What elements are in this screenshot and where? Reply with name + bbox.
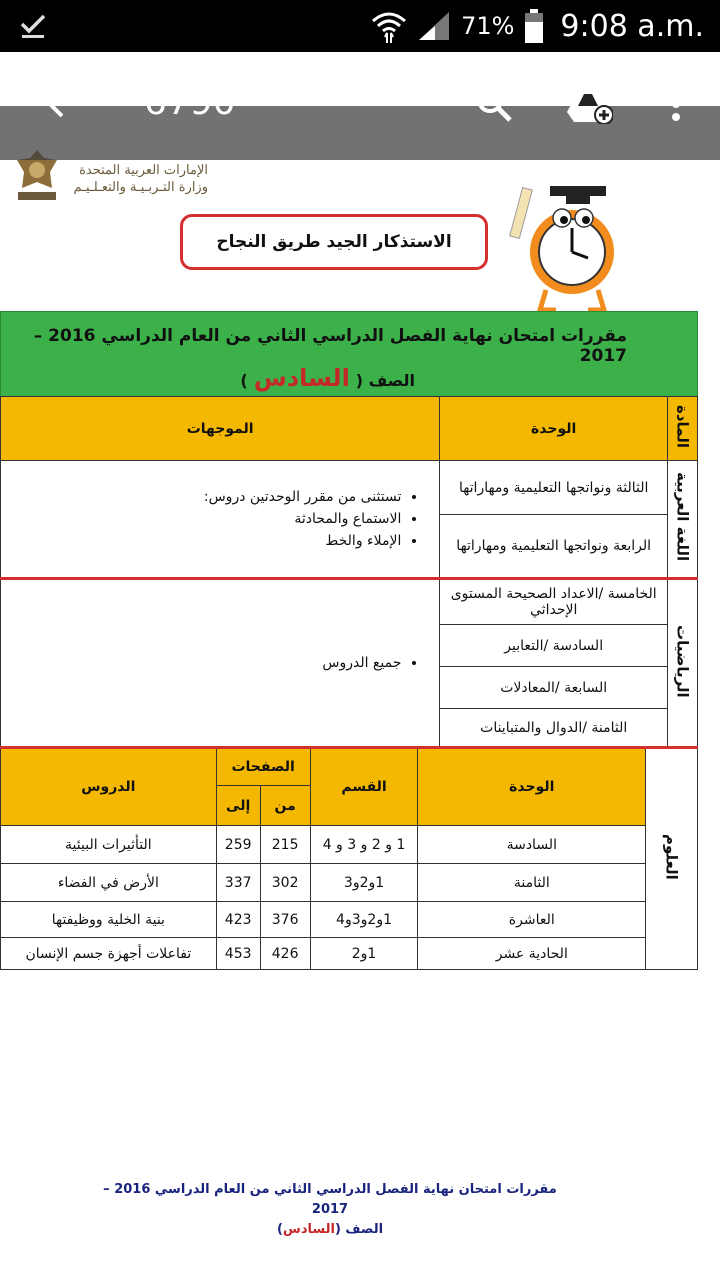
table-cell: 302 [260,864,310,902]
column-header-guides: الموجهات [1,397,440,461]
column-header-subject: المادة [668,397,698,461]
table-cell: 453 [216,938,260,970]
ministry-header [48,162,208,196]
table-cell: تفاعلات أجهزة جسم الإنسان [1,938,217,970]
table-cell: الرابعة ونواتجها التعليمية ومهاراتها [440,515,668,579]
page-footer [100,1180,560,1240]
table-row [1,826,698,864]
footer-grade-suffix: ) [276,1222,283,1237]
list-item: • الإملاء والخط [1,530,401,552]
list-item: • جميع الدروس [1,652,401,674]
more-vert-icon [670,86,682,122]
ministry-line-2: وزارة التـربـيـة والتعـلـيـم [73,180,208,195]
table-cell: الثالثة ونواتجها التعليمية ومهاراتها [440,461,668,515]
footer-grade-name: السادس [282,1222,335,1237]
column-header-from: من [260,786,310,826]
grade-label [240,364,415,392]
column-header-unit: الوحدة [418,748,646,826]
table-cell: الأرض في الفضاء [1,864,217,902]
table-row [1,902,698,938]
footer-title: مقررات امتحان نهاية الفصل الدراسي الثاني من العام الدراسي 2016 – 2017 [103,1182,557,1217]
page-title: 6790 [144,82,236,123]
signal-icon [417,10,451,42]
subject-math: الرياضيات [668,579,698,747]
app-bar [0,52,720,158]
ministry-line-1: الإمارات العربية المتحدة [79,163,208,178]
table-cell: 376 [260,902,310,938]
grade-prefix: الصف ( [355,371,415,390]
table-cell: الخامسة /الاعداد الصحيحة المستوى الإحداثي [440,579,668,625]
table-cell: 1و2و3 [310,864,418,902]
table-row [1,864,698,902]
arabic-guides [1,461,440,579]
table-cell: 1 و 2 و 3 و 4 [310,826,418,864]
footer-grade-prefix: الصف ( [334,1222,384,1237]
search-button[interactable] [470,80,518,128]
table-cell: 1و2 [310,938,418,970]
grade-name: السادس [253,364,350,392]
table-cell: التأثيرات البيئية [1,826,217,864]
search-icon [475,85,513,123]
subject-arabic: اللغة العربية [668,461,698,579]
document-page [0,106,720,1280]
battery-icon [524,9,544,43]
table-cell: الحادية عشر [418,938,646,970]
column-header-unit: الوحدة [440,397,668,461]
clock-mascot-icon [506,178,636,318]
exam-header-banner [0,311,698,403]
science-table [0,746,698,970]
list-item: • تستثنى من مقرر الوحدتين دروس: [1,486,401,508]
table-cell: السادسة /التعابير [440,625,668,667]
battery-percentage: 71% [461,12,515,40]
table-cell: 426 [260,938,310,970]
back-button[interactable] [40,80,88,128]
back-arrow-icon [46,86,82,122]
motto-box: الاستذكار الجيد طريق النجاح [180,214,488,270]
table-cell: السادسة [418,826,646,864]
arabic-math-table [0,396,698,747]
status-bar [0,0,720,52]
table-cell: الثامنة /الدوال والمتباينات [440,709,668,747]
subject-science: العلوم [646,748,698,970]
table-cell: 1و2و3و4 [310,902,418,938]
add-to-drive-button[interactable] [566,80,614,128]
more-options-button[interactable] [652,80,700,128]
math-guides [1,579,440,747]
table-cell: 423 [216,902,260,938]
status-clock: 9:08 a.m. [560,8,704,44]
table-cell: بنية الخلية ووظيفتها [1,902,217,938]
table-cell: 259 [216,826,260,864]
exam-header-title: مقررات امتحان نهاية الفصل الدراسي الثاني من العام الدراسي 2016 – 2017 [33,326,627,366]
list-item: • الاستماع والمحادثة [1,508,401,530]
check-icon [18,10,48,40]
table-cell: الثامنة [418,864,646,902]
column-header-to: إلى [216,786,260,826]
column-header-section: القسم [310,748,418,826]
table-cell: السابعة /المعادلات [440,667,668,709]
footer-grade [100,1220,560,1240]
table-cell: العاشرة [418,902,646,938]
grade-suffix: ) [240,371,248,390]
table-cell: 337 [216,864,260,902]
wifi-icon [371,9,407,43]
column-header-pages: الصفحات [216,748,310,786]
drive-add-icon [567,84,613,124]
column-header-lessons: الدروس [1,748,217,826]
table-row [1,938,698,970]
table-cell: 215 [260,826,310,864]
